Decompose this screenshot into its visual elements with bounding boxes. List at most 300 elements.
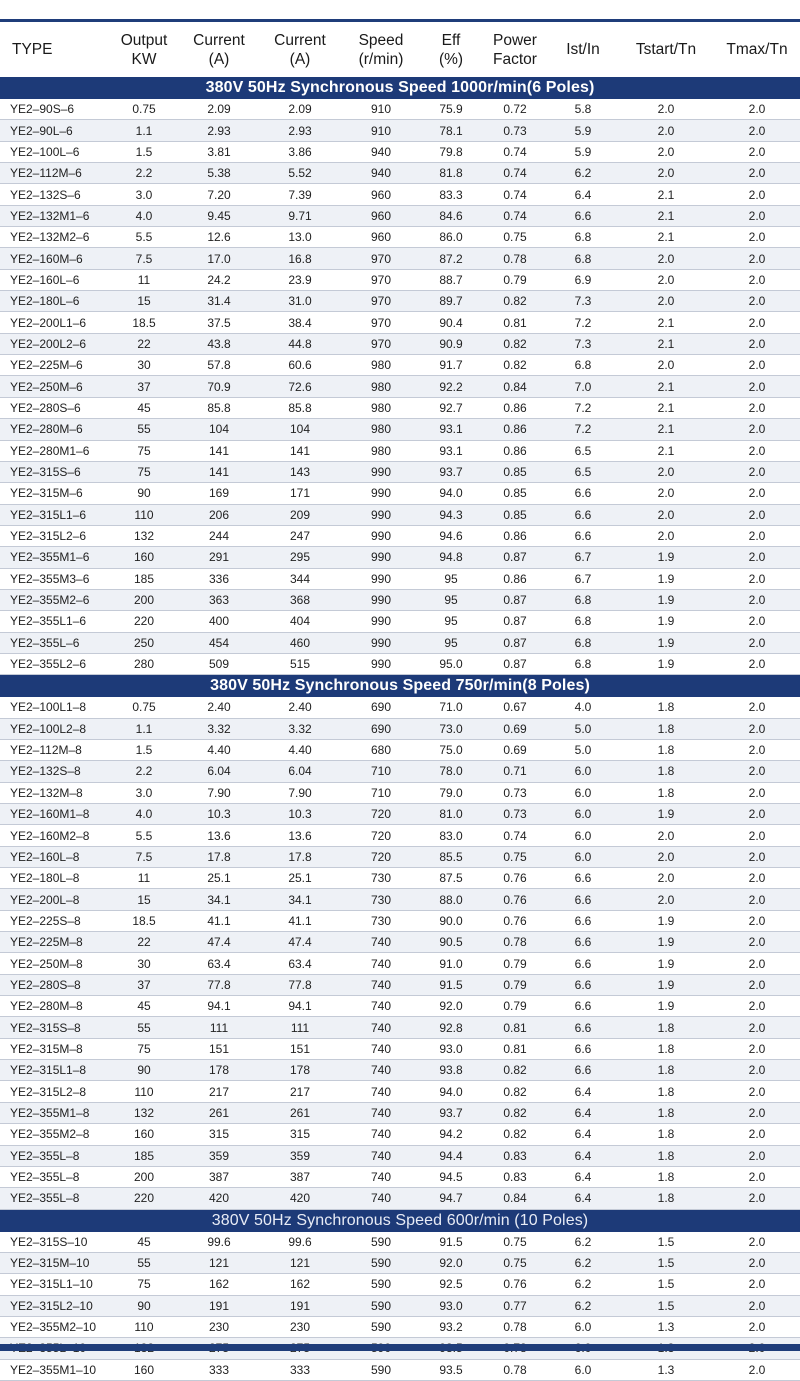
cell-efficiency: 78.1 <box>420 120 482 141</box>
cell-tstart-tn: 1.8 <box>618 1145 714 1166</box>
cell-ist-in: 6.0 <box>548 825 618 846</box>
cell-current-a-2: 13.0 <box>258 227 342 248</box>
cell-tstart-tn: 1.8 <box>618 782 714 803</box>
cell-ist-in: 6.7 <box>548 568 618 589</box>
cell-tmax-tn: 2.0 <box>714 1359 800 1380</box>
cell-efficiency: 93.2 <box>420 1316 482 1337</box>
cell-output-kw: 160 <box>108 547 180 568</box>
cell-speed: 990 <box>342 461 420 482</box>
cell-current-a-2: 333 <box>258 1359 342 1380</box>
cell-power-factor: 0.72 <box>482 99 548 120</box>
cell-output-kw: 37 <box>108 376 180 397</box>
cell-output-kw: 45 <box>108 397 180 418</box>
cell-tstart-tn: 1.3 <box>618 1359 714 1380</box>
cell-tmax-tn: 2.0 <box>714 868 800 889</box>
cell-speed: 740 <box>342 1166 420 1187</box>
cell-ist-in: 6.4 <box>548 1188 618 1209</box>
cell-speed: 980 <box>342 355 420 376</box>
cell-current-a-1: 7.20 <box>180 184 258 205</box>
cell-current-a-1: 24.2 <box>180 269 258 290</box>
cell-tmax-tn: 2.0 <box>714 1102 800 1123</box>
table-row <box>0 739 800 760</box>
cell-current-a-2: 387 <box>258 1166 342 1187</box>
table-row <box>0 376 800 397</box>
cell-ist-in: 6.6 <box>548 910 618 931</box>
cell-power-factor: 0.78 <box>482 248 548 269</box>
cell-tmax-tn: 2.0 <box>714 1252 800 1273</box>
section-title: 380V 50Hz Synchronous Speed 1000r/min(6 Poles) <box>0 77 800 99</box>
motor-spec-table <box>0 22 800 1381</box>
cell-power-factor: 0.81 <box>482 1017 548 1038</box>
cell-power-factor: 0.79 <box>482 953 548 974</box>
table-row <box>0 1060 800 1081</box>
cell-ist-in: 6.6 <box>548 1060 618 1081</box>
cell-type: YE2–280M1–6 <box>0 440 108 461</box>
cell-speed: 590 <box>342 1274 420 1295</box>
table-row <box>0 1166 800 1187</box>
cell-type: YE2–180L–8 <box>0 868 108 889</box>
cell-tstart-tn: 1.8 <box>618 761 714 782</box>
cell-current-a-2: 359 <box>258 1145 342 1166</box>
cell-efficiency: 93.1 <box>420 419 482 440</box>
cell-efficiency: 89.7 <box>420 291 482 312</box>
cell-speed: 990 <box>342 483 420 504</box>
cell-current-a-1: 17.0 <box>180 248 258 269</box>
table-row <box>0 996 800 1017</box>
cell-output-kw: 90 <box>108 1060 180 1081</box>
cell-tstart-tn: 2.0 <box>618 269 714 290</box>
cell-type: YE2–355M2–10 <box>0 1316 108 1337</box>
cell-output-kw: 200 <box>108 589 180 610</box>
table-row <box>0 1038 800 1059</box>
cell-efficiency: 88.7 <box>420 269 482 290</box>
cell-output-kw: 200 <box>108 1166 180 1187</box>
cell-tstart-tn: 1.9 <box>618 910 714 931</box>
cell-type: YE2–90L–6 <box>0 120 108 141</box>
cell-speed: 740 <box>342 1017 420 1038</box>
table-row <box>0 333 800 354</box>
header-row <box>0 22 800 77</box>
cell-power-factor: 0.87 <box>482 653 548 674</box>
cell-speed: 690 <box>342 697 420 718</box>
cell-current-a-1: 25.1 <box>180 868 258 889</box>
cell-current-a-1: 420 <box>180 1188 258 1209</box>
cell-tstart-tn: 2.0 <box>618 483 714 504</box>
cell-ist-in: 6.6 <box>548 974 618 995</box>
cell-power-factor: 0.81 <box>482 1038 548 1059</box>
cell-type: YE2–132S–8 <box>0 761 108 782</box>
cell-speed: 980 <box>342 419 420 440</box>
cell-power-factor: 0.82 <box>482 355 548 376</box>
cell-speed: 990 <box>342 611 420 632</box>
cell-type: YE2–280M–8 <box>0 996 108 1017</box>
cell-ist-in: 6.4 <box>548 1124 618 1145</box>
table-row <box>0 99 800 120</box>
table-row <box>0 1316 800 1337</box>
cell-type: YE2–315L2–10 <box>0 1295 108 1316</box>
table-row <box>0 205 800 226</box>
cell-output-kw: 0.75 <box>108 99 180 120</box>
cell-tmax-tn: 2.0 <box>714 376 800 397</box>
cell-type: YE2–315L2–8 <box>0 1081 108 1102</box>
bottom-rule <box>0 1344 800 1351</box>
cell-ist-in: 6.9 <box>548 269 618 290</box>
cell-ist-in: 6.0 <box>548 804 618 825</box>
cell-tmax-tn: 2.0 <box>714 461 800 482</box>
cell-efficiency: 93.1 <box>420 440 482 461</box>
cell-current-a-2: 25.1 <box>258 868 342 889</box>
cell-type: YE2–225S–8 <box>0 910 108 931</box>
cell-tstart-tn: 1.9 <box>618 932 714 953</box>
cell-tmax-tn: 2.0 <box>714 99 800 120</box>
cell-tstart-tn: 1.8 <box>618 718 714 739</box>
cell-speed: 710 <box>342 761 420 782</box>
cell-output-kw: 132 <box>108 525 180 546</box>
cell-efficiency: 94.6 <box>420 525 482 546</box>
cell-type: YE2–132S–6 <box>0 184 108 205</box>
cell-tmax-tn: 2.0 <box>714 953 800 974</box>
cell-output-kw: 1.1 <box>108 718 180 739</box>
cell-efficiency: 88.0 <box>420 889 482 910</box>
cell-output-kw: 22 <box>108 932 180 953</box>
cell-ist-in: 6.8 <box>548 355 618 376</box>
header-current-a-1: Current (A) <box>193 31 245 68</box>
cell-output-kw: 2.2 <box>108 761 180 782</box>
section-title: 380V 50Hz Synchronous Speed 750r/min(8 Poles) <box>0 675 800 698</box>
cell-current-a-2: 315 <box>258 1124 342 1145</box>
cell-efficiency: 90.4 <box>420 312 482 333</box>
cell-tmax-tn: 2.0 <box>714 761 800 782</box>
cell-ist-in: 6.8 <box>548 589 618 610</box>
cell-tstart-tn: 2.0 <box>618 120 714 141</box>
cell-ist-in: 6.7 <box>548 547 618 568</box>
cell-power-factor: 0.69 <box>482 718 548 739</box>
cell-tmax-tn: 2.0 <box>714 397 800 418</box>
cell-tstart-tn: 1.9 <box>618 953 714 974</box>
cell-ist-in: 6.6 <box>548 868 618 889</box>
cell-speed: 730 <box>342 910 420 931</box>
cell-tstart-tn: 1.3 <box>618 1316 714 1337</box>
cell-output-kw: 18.5 <box>108 312 180 333</box>
cell-ist-in: 6.8 <box>548 632 618 653</box>
cell-output-kw: 132 <box>108 1102 180 1123</box>
cell-ist-in: 6.5 <box>548 461 618 482</box>
cell-tmax-tn: 2.0 <box>714 1232 800 1253</box>
cell-speed: 590 <box>342 1359 420 1380</box>
cell-speed: 960 <box>342 184 420 205</box>
cell-current-a-2: 171 <box>258 483 342 504</box>
cell-power-factor: 0.81 <box>482 312 548 333</box>
cell-power-factor: 0.79 <box>482 269 548 290</box>
cell-speed: 970 <box>342 291 420 312</box>
cell-speed: 730 <box>342 868 420 889</box>
cell-output-kw: 30 <box>108 355 180 376</box>
cell-speed: 940 <box>342 163 420 184</box>
cell-ist-in: 7.2 <box>548 312 618 333</box>
cell-tmax-tn: 2.0 <box>714 1081 800 1102</box>
cell-power-factor: 0.82 <box>482 333 548 354</box>
cell-speed: 940 <box>342 141 420 162</box>
cell-tmax-tn: 2.0 <box>714 718 800 739</box>
cell-current-a-1: 99.6 <box>180 1232 258 1253</box>
cell-efficiency: 92.0 <box>420 1252 482 1273</box>
cell-current-a-2: 295 <box>258 547 342 568</box>
cell-output-kw: 45 <box>108 1232 180 1253</box>
cell-tmax-tn: 2.0 <box>714 611 800 632</box>
cell-current-a-1: 121 <box>180 1252 258 1273</box>
table-row <box>0 932 800 953</box>
cell-tstart-tn: 1.9 <box>618 589 714 610</box>
cell-efficiency: 92.8 <box>420 1017 482 1038</box>
header-ist-in: Ist/In <box>566 41 600 58</box>
cell-speed: 960 <box>342 205 420 226</box>
cell-output-kw: 2.2 <box>108 163 180 184</box>
cell-tmax-tn: 2.0 <box>714 355 800 376</box>
cell-power-factor: 0.74 <box>482 205 548 226</box>
cell-current-a-2: 162 <box>258 1274 342 1295</box>
cell-speed: 980 <box>342 397 420 418</box>
cell-output-kw: 37 <box>108 974 180 995</box>
cell-speed: 740 <box>342 1188 420 1209</box>
cell-power-factor: 0.78 <box>482 932 548 953</box>
cell-tstart-tn: 1.9 <box>618 804 714 825</box>
cell-power-factor: 0.73 <box>482 804 548 825</box>
cell-current-a-1: 10.3 <box>180 804 258 825</box>
table-row <box>0 953 800 974</box>
cell-tmax-tn: 2.0 <box>714 1316 800 1337</box>
cell-tstart-tn: 1.9 <box>618 653 714 674</box>
cell-efficiency: 93.0 <box>420 1295 482 1316</box>
cell-current-a-2: 9.71 <box>258 205 342 226</box>
cell-current-a-1: 217 <box>180 1081 258 1102</box>
cell-current-a-2: 23.9 <box>258 269 342 290</box>
cell-current-a-1: 141 <box>180 440 258 461</box>
cell-speed: 590 <box>342 1316 420 1337</box>
cell-type: YE2–355L–6 <box>0 632 108 653</box>
cell-current-a-2: 247 <box>258 525 342 546</box>
cell-efficiency: 94.0 <box>420 483 482 504</box>
cell-current-a-2: 420 <box>258 1188 342 1209</box>
cell-current-a-1: 5.38 <box>180 163 258 184</box>
cell-tmax-tn: 2.0 <box>714 974 800 995</box>
cell-type: YE2–112M–6 <box>0 163 108 184</box>
cell-power-factor: 0.74 <box>482 141 548 162</box>
cell-speed: 590 <box>342 1252 420 1273</box>
cell-ist-in: 5.8 <box>548 99 618 120</box>
cell-efficiency: 95 <box>420 632 482 653</box>
cell-speed: 720 <box>342 846 420 867</box>
cell-current-a-2: 230 <box>258 1316 342 1337</box>
table-row <box>0 227 800 248</box>
cell-type: YE2–355L1–6 <box>0 611 108 632</box>
cell-output-kw: 75 <box>108 440 180 461</box>
cell-output-kw: 1.5 <box>108 141 180 162</box>
cell-ist-in: 6.8 <box>548 611 618 632</box>
cell-current-a-1: 3.32 <box>180 718 258 739</box>
cell-output-kw: 55 <box>108 1252 180 1273</box>
cell-ist-in: 6.6 <box>548 932 618 953</box>
cell-tstart-tn: 2.0 <box>618 163 714 184</box>
cell-ist-in: 4.0 <box>548 697 618 718</box>
table-row <box>0 1232 800 1253</box>
cell-efficiency: 95 <box>420 589 482 610</box>
cell-current-a-2: 99.6 <box>258 1232 342 1253</box>
table-row <box>0 889 800 910</box>
cell-speed: 990 <box>342 547 420 568</box>
cell-current-a-2: 10.3 <box>258 804 342 825</box>
cell-tmax-tn: 2.0 <box>714 910 800 931</box>
cell-ist-in: 6.6 <box>548 205 618 226</box>
cell-efficiency: 92.2 <box>420 376 482 397</box>
cell-current-a-1: 359 <box>180 1145 258 1166</box>
cell-type: YE2–100L–6 <box>0 141 108 162</box>
cell-current-a-2: 38.4 <box>258 312 342 333</box>
cell-current-a-1: 2.93 <box>180 120 258 141</box>
cell-speed: 740 <box>342 1124 420 1145</box>
cell-type: YE2–355L–8 <box>0 1166 108 1187</box>
cell-tstart-tn: 1.9 <box>618 611 714 632</box>
cell-power-factor: 0.84 <box>482 1188 548 1209</box>
cell-ist-in: 6.6 <box>548 1038 618 1059</box>
cell-current-a-1: 178 <box>180 1060 258 1081</box>
cell-current-a-2: 2.93 <box>258 120 342 141</box>
table-row <box>0 269 800 290</box>
cell-output-kw: 5.5 <box>108 825 180 846</box>
cell-type: YE2–315S–8 <box>0 1017 108 1038</box>
cell-type: YE2–200L2–6 <box>0 333 108 354</box>
cell-power-factor: 0.74 <box>482 184 548 205</box>
cell-type: YE2–355M2–8 <box>0 1124 108 1145</box>
cell-tmax-tn: 2.0 <box>714 547 800 568</box>
cell-tstart-tn: 2.1 <box>618 205 714 226</box>
cell-output-kw: 30 <box>108 953 180 974</box>
cell-tmax-tn: 2.0 <box>714 1166 800 1187</box>
table-row <box>0 419 800 440</box>
cell-efficiency: 92.7 <box>420 397 482 418</box>
table-row <box>0 163 800 184</box>
table-row <box>0 120 800 141</box>
cell-ist-in: 7.3 <box>548 291 618 312</box>
cell-efficiency: 85.5 <box>420 846 482 867</box>
cell-ist-in: 6.8 <box>548 653 618 674</box>
cell-speed: 740 <box>342 1102 420 1123</box>
cell-tstart-tn: 2.1 <box>618 397 714 418</box>
cell-type: YE2–200L–8 <box>0 889 108 910</box>
cell-efficiency: 84.6 <box>420 205 482 226</box>
cell-current-a-1: 363 <box>180 589 258 610</box>
cell-current-a-2: 31.0 <box>258 291 342 312</box>
cell-speed: 990 <box>342 504 420 525</box>
cell-efficiency: 93.7 <box>420 1102 482 1123</box>
table-row <box>0 718 800 739</box>
cell-efficiency: 95 <box>420 611 482 632</box>
section-header-row <box>0 77 800 99</box>
cell-tmax-tn: 2.0 <box>714 269 800 290</box>
cell-efficiency: 87.5 <box>420 868 482 889</box>
cell-type: YE2–355L–8 <box>0 1188 108 1209</box>
cell-current-a-1: 191 <box>180 1295 258 1316</box>
cell-current-a-2: 460 <box>258 632 342 653</box>
cell-power-factor: 0.86 <box>482 525 548 546</box>
table-row <box>0 1017 800 1038</box>
cell-power-factor: 0.87 <box>482 611 548 632</box>
cell-ist-in: 7.2 <box>548 419 618 440</box>
cell-ist-in: 6.0 <box>548 1316 618 1337</box>
cell-output-kw: 7.5 <box>108 248 180 269</box>
table-row <box>0 632 800 653</box>
cell-type: YE2–90S–6 <box>0 99 108 120</box>
cell-current-a-2: 121 <box>258 1252 342 1273</box>
cell-tmax-tn: 2.0 <box>714 632 800 653</box>
cell-output-kw: 110 <box>108 1081 180 1102</box>
cell-tstart-tn: 1.5 <box>618 1232 714 1253</box>
cell-output-kw: 1.5 <box>108 739 180 760</box>
cell-power-factor: 0.76 <box>482 1274 548 1295</box>
cell-current-a-1: 12.6 <box>180 227 258 248</box>
table-row <box>0 653 800 674</box>
cell-type: YE2–180L–6 <box>0 291 108 312</box>
cell-tmax-tn: 2.0 <box>714 589 800 610</box>
cell-output-kw: 250 <box>108 632 180 653</box>
cell-tmax-tn: 2.0 <box>714 1274 800 1295</box>
cell-ist-in: 6.6 <box>548 504 618 525</box>
cell-output-kw: 18.5 <box>108 910 180 931</box>
cell-tmax-tn: 2.0 <box>714 291 800 312</box>
cell-efficiency: 90.5 <box>420 932 482 953</box>
cell-power-factor: 0.75 <box>482 846 548 867</box>
table-row <box>0 461 800 482</box>
cell-tmax-tn: 2.0 <box>714 312 800 333</box>
cell-power-factor: 0.86 <box>482 568 548 589</box>
cell-output-kw: 160 <box>108 1124 180 1145</box>
cell-speed: 980 <box>342 440 420 461</box>
cell-type: YE2–200L1–6 <box>0 312 108 333</box>
cell-ist-in: 6.6 <box>548 483 618 504</box>
cell-current-a-2: 63.4 <box>258 953 342 974</box>
cell-tstart-tn: 2.0 <box>618 889 714 910</box>
cell-type: YE2–315L1–8 <box>0 1060 108 1081</box>
cell-speed: 910 <box>342 120 420 141</box>
cell-type: YE2–132M1–6 <box>0 205 108 226</box>
cell-power-factor: 0.75 <box>482 1232 548 1253</box>
cell-power-factor: 0.87 <box>482 547 548 568</box>
cell-tmax-tn: 2.0 <box>714 697 800 718</box>
cell-current-a-1: 13.6 <box>180 825 258 846</box>
cell-efficiency: 81.0 <box>420 804 482 825</box>
cell-tmax-tn: 2.0 <box>714 825 800 846</box>
cell-current-a-1: 57.8 <box>180 355 258 376</box>
cell-current-a-2: 17.8 <box>258 846 342 867</box>
cell-output-kw: 4.0 <box>108 804 180 825</box>
cell-type: YE2–280S–8 <box>0 974 108 995</box>
cell-tmax-tn: 2.0 <box>714 782 800 803</box>
cell-tmax-tn: 2.0 <box>714 227 800 248</box>
cell-current-a-1: 261 <box>180 1102 258 1123</box>
cell-output-kw: 75 <box>108 1038 180 1059</box>
cell-speed: 690 <box>342 718 420 739</box>
cell-type: YE2–160M2–8 <box>0 825 108 846</box>
cell-ist-in: 6.2 <box>548 163 618 184</box>
cell-ist-in: 6.4 <box>548 1166 618 1187</box>
cell-efficiency: 94.3 <box>420 504 482 525</box>
cell-current-a-2: 217 <box>258 1081 342 1102</box>
cell-ist-in: 6.4 <box>548 1145 618 1166</box>
cell-output-kw: 90 <box>108 483 180 504</box>
header-output-kw: Output KW <box>120 31 168 68</box>
cell-tmax-tn: 2.0 <box>714 1188 800 1209</box>
cell-output-kw: 75 <box>108 461 180 482</box>
cell-efficiency: 91.0 <box>420 953 482 974</box>
